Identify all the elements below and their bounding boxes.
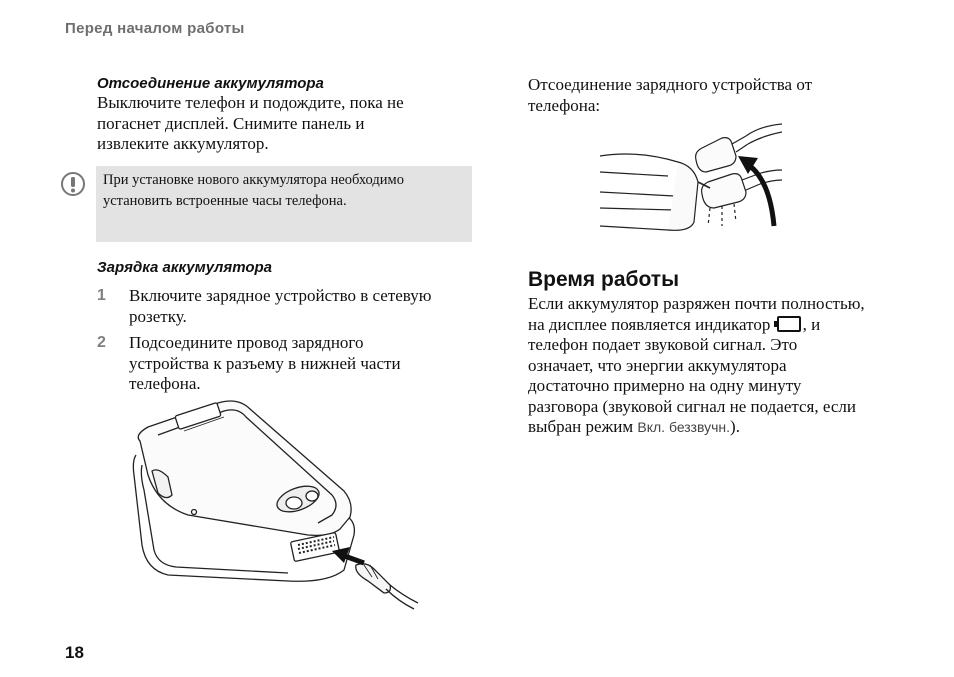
text-line: Включите зарядное устройство в сетевую bbox=[129, 286, 432, 305]
charger-disconnect-illustration bbox=[598, 122, 782, 234]
text-line: устройства к разъему в нижней части bbox=[129, 353, 401, 373]
text-line: Выключите телефон и подождите, пока не bbox=[97, 93, 404, 112]
exclamation-icon bbox=[60, 171, 86, 197]
disconnect-charger-text bbox=[528, 75, 908, 116]
text-fragment: выбран режим bbox=[528, 417, 634, 436]
text-line: Подсоедините провод зарядного bbox=[129, 333, 364, 352]
step-text-2 bbox=[129, 333, 474, 395]
text-line: телефона. bbox=[129, 374, 201, 393]
text-line: Если аккумулятор разряжен почти полностью, bbox=[528, 294, 865, 313]
empty-battery-icon bbox=[777, 316, 801, 332]
text-line-with-mode bbox=[528, 417, 928, 438]
talk-time-heading: Время работы bbox=[528, 268, 680, 291]
text-line: Отсоединение зарядного устройства от bbox=[528, 75, 813, 94]
text-fragment: на дисплее появляется индикатор bbox=[528, 314, 771, 334]
talk-time-text bbox=[528, 294, 928, 438]
text-line: При установке нового аккумулятора необходимо bbox=[103, 172, 404, 188]
text-line: телефона: bbox=[528, 95, 601, 115]
running-header: Перед началом работы bbox=[65, 20, 245, 37]
step-text-1 bbox=[129, 286, 474, 327]
text-line: телефон подает звуковой сигнал. Это bbox=[528, 335, 798, 354]
text-line: достаточно примерно на одну минуту bbox=[528, 376, 802, 395]
step-number-2: 2 bbox=[97, 334, 106, 351]
silent-mode-label: Вкл. беззвучн. bbox=[637, 419, 731, 435]
text-line: извлеките аккумулятор. bbox=[97, 134, 269, 153]
page-number: 18 bbox=[65, 643, 84, 662]
text-line-with-icon bbox=[528, 315, 928, 336]
disconnect-battery-text bbox=[97, 93, 477, 155]
disconnect-battery-heading: Отсоединение аккумулятора bbox=[97, 75, 324, 92]
text-line: разговора (звуковой сигнал не подается, если bbox=[528, 396, 856, 416]
text-line: розетку. bbox=[129, 306, 187, 326]
text-line: погаснет дисплей. Снимите панель и bbox=[97, 113, 365, 133]
phone-charging-illustration bbox=[128, 395, 420, 615]
step-number-1: 1 bbox=[97, 287, 106, 304]
text-fragment: , и bbox=[802, 314, 821, 334]
note-text bbox=[103, 170, 463, 212]
note-box bbox=[96, 166, 472, 242]
text-line: означает, что энергии аккумулятора bbox=[528, 355, 787, 375]
text-fragment: ). bbox=[730, 417, 740, 436]
text-line: установить встроенные часы телефона. bbox=[103, 193, 347, 209]
charging-heading: Зарядка аккумулятора bbox=[97, 259, 273, 276]
